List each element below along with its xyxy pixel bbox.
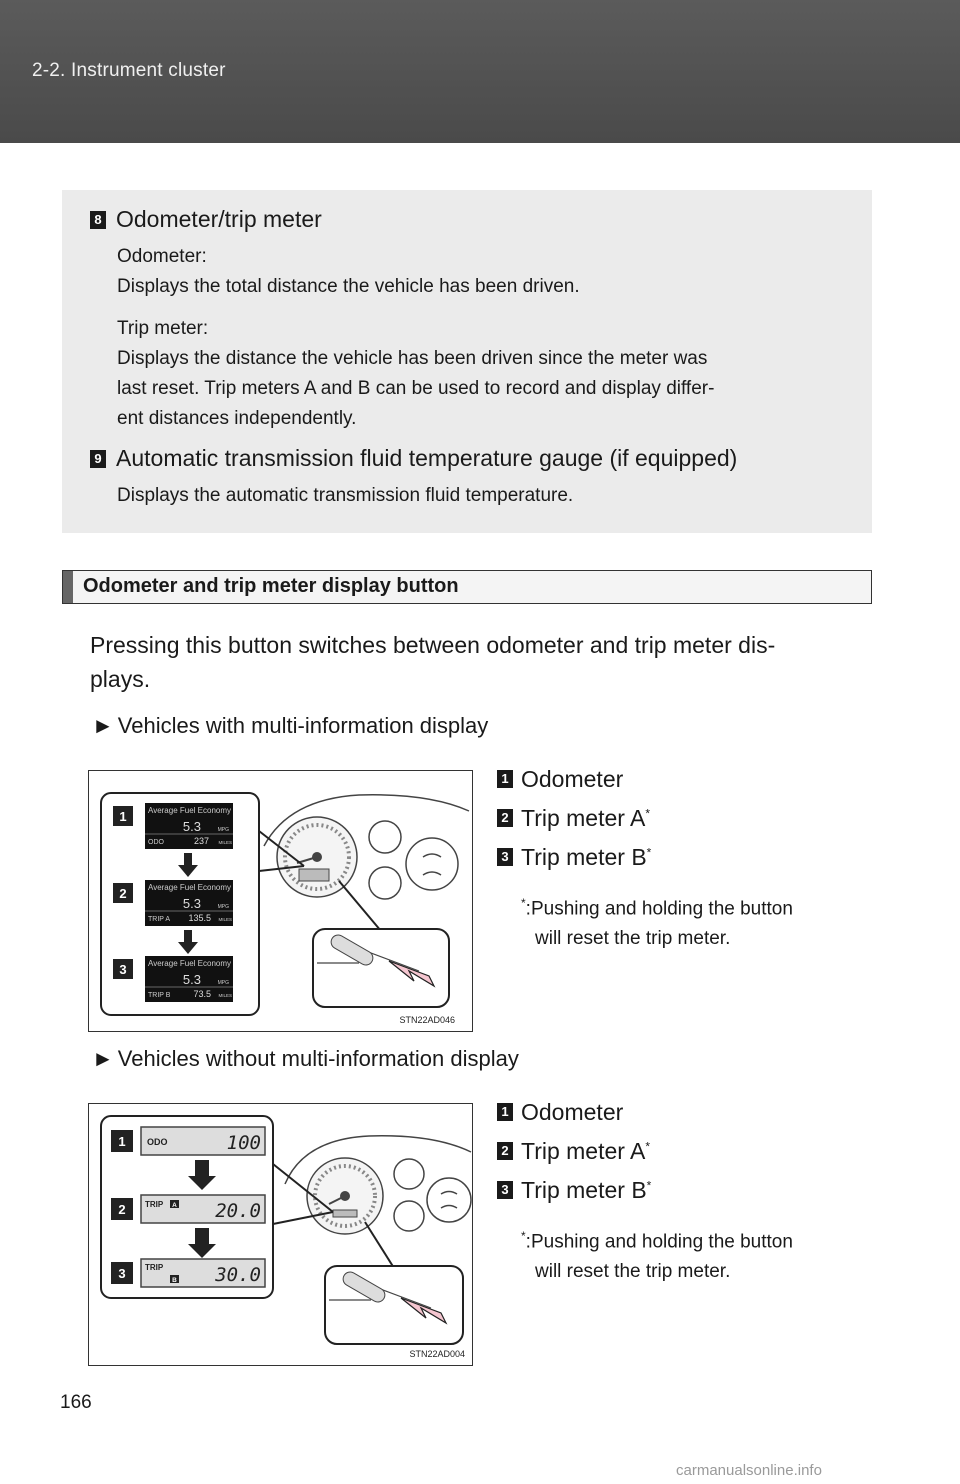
display-unit: MPG xyxy=(217,980,229,986)
legend-item xyxy=(497,844,651,871)
lcd-sub-label: B xyxy=(172,1277,177,1284)
display-value: 5.3 xyxy=(182,972,201,987)
display-title: Average Fuel Economy xyxy=(148,883,232,892)
display-row-label: TRIP B xyxy=(148,992,171,999)
row-number: 1 xyxy=(119,809,127,824)
page-number: 166 xyxy=(60,1392,92,1413)
item-number-badge: 9 xyxy=(90,450,106,468)
bullet-heading xyxy=(92,713,488,739)
display-row-unit: MILES xyxy=(218,840,232,845)
legend-label: Trip meter B xyxy=(521,844,647,870)
footnote-star: * xyxy=(521,1229,526,1243)
footnote-star: * xyxy=(645,1139,651,1154)
display-unit: MPG xyxy=(217,904,229,910)
item-text-line: Displays the distance the vehicle has been driven since the meter was xyxy=(117,348,708,369)
lcd-label: ODO xyxy=(147,1137,168,1147)
figure-without-multi-info xyxy=(88,1103,473,1366)
illustration-without-multi-info xyxy=(89,1104,472,1365)
bullet-heading xyxy=(92,1046,519,1072)
figure-code: STN22AD004 xyxy=(409,1349,465,1359)
section-heading-text: Odometer and trip meter display button xyxy=(83,575,459,597)
legend-item xyxy=(497,1099,623,1126)
legend-number-badge: 2 xyxy=(497,1142,513,1160)
legend-label: Odometer xyxy=(521,1099,624,1125)
display-value: 5.3 xyxy=(182,819,201,834)
page-header xyxy=(0,0,960,143)
bullet-text: Vehicles with multi-information display xyxy=(117,713,489,738)
footnote-star: * xyxy=(521,896,526,910)
lcd-label: TRIP xyxy=(145,1263,164,1272)
legend-label: Trip meter A xyxy=(521,805,646,831)
display-title: Average Fuel Economy xyxy=(148,959,232,968)
display-row-value: 135.5 xyxy=(188,913,211,923)
bullet-arrow-icon: ► xyxy=(92,1046,114,1071)
item-number-badge: 8 xyxy=(90,211,106,229)
legend-label: Trip meter A xyxy=(521,1138,646,1164)
display-row-value: 237 xyxy=(193,836,209,846)
display-row-value: 73.5 xyxy=(193,989,211,999)
illustration-multi-info xyxy=(89,771,472,1031)
legend-item xyxy=(497,1138,650,1165)
legend-label: Trip meter B xyxy=(521,1177,647,1203)
row-number: 3 xyxy=(118,1266,126,1281)
row-number: 2 xyxy=(119,886,127,901)
lcd-value: 100 xyxy=(226,1132,261,1154)
display-row-unit: MILES xyxy=(218,993,232,998)
item-label: Trip meter: xyxy=(117,318,209,339)
lcd-sub-label: A xyxy=(172,1202,177,1209)
display-row-label: ODO xyxy=(148,839,164,846)
figure-code: STN22AD046 xyxy=(399,1015,455,1025)
footnote-line: :Pushing and holding the button xyxy=(525,898,793,920)
footnote-star: * xyxy=(646,1178,652,1193)
bullet-arrow-icon: ► xyxy=(92,713,114,738)
legend-label: Odometer xyxy=(521,766,624,792)
display-row-label: TRIP A xyxy=(148,916,171,923)
paragraph-line: Pressing this button switches between odometer and trip meter dis- xyxy=(90,632,776,658)
footnote-star: * xyxy=(646,845,652,860)
legend-number-badge: 1 xyxy=(497,1103,513,1121)
row-number: 1 xyxy=(118,1134,126,1149)
legend-item xyxy=(497,805,650,832)
lcd-value: 30.0 xyxy=(215,1264,261,1286)
item-title: Automatic transmission fluid temperature gauge (if equipped) xyxy=(116,445,738,471)
display-value: 5.3 xyxy=(182,896,201,911)
item-text-line: last reset. Trip meters A and B can be used to record and display differ- xyxy=(117,378,715,399)
footnote-line: will reset the trip meter. xyxy=(535,1261,731,1283)
section-heading xyxy=(62,570,872,604)
paragraph-line: plays. xyxy=(90,666,151,692)
row-number: 2 xyxy=(118,1202,126,1217)
footnote-line: will reset the trip meter. xyxy=(535,928,731,950)
lcd-label: TRIP xyxy=(145,1200,164,1209)
footnote-star: * xyxy=(645,806,651,821)
row-number: 3 xyxy=(119,962,127,977)
item-text-line: ent distances independently. xyxy=(117,408,357,429)
info-box xyxy=(62,190,872,533)
section-paragraph xyxy=(90,628,870,696)
heading-bar xyxy=(63,571,73,603)
display-unit: MPG xyxy=(217,827,229,833)
legend-number-badge: 3 xyxy=(497,848,513,866)
figure-multi-info-display xyxy=(88,770,473,1032)
footnote xyxy=(521,888,865,954)
legend-number-badge: 1 xyxy=(497,770,513,788)
footnote xyxy=(521,1221,865,1287)
item-title: Odometer/trip meter xyxy=(116,206,322,232)
legend-number-badge: 3 xyxy=(497,1181,513,1199)
item-text: Displays the total distance the vehicle has been driven. xyxy=(117,276,580,297)
legend-item xyxy=(497,1177,651,1204)
legend-number-badge: 2 xyxy=(497,809,513,827)
item-label: Odometer: xyxy=(117,246,207,267)
legend-item xyxy=(497,766,623,793)
display-title: Average Fuel Economy xyxy=(148,806,232,815)
footnote-line: :Pushing and holding the button xyxy=(525,1231,793,1253)
section-title: 2-2. Instrument cluster xyxy=(32,60,226,81)
lcd-value: 20.0 xyxy=(215,1200,261,1222)
watermark: carmanualsonline.info xyxy=(676,1462,822,1479)
bullet-text: Vehicles without multi-information display xyxy=(117,1046,519,1071)
item-text: Displays the automatic transmission fluid temperature. xyxy=(117,485,574,506)
display-row-unit: MILES xyxy=(218,917,232,922)
